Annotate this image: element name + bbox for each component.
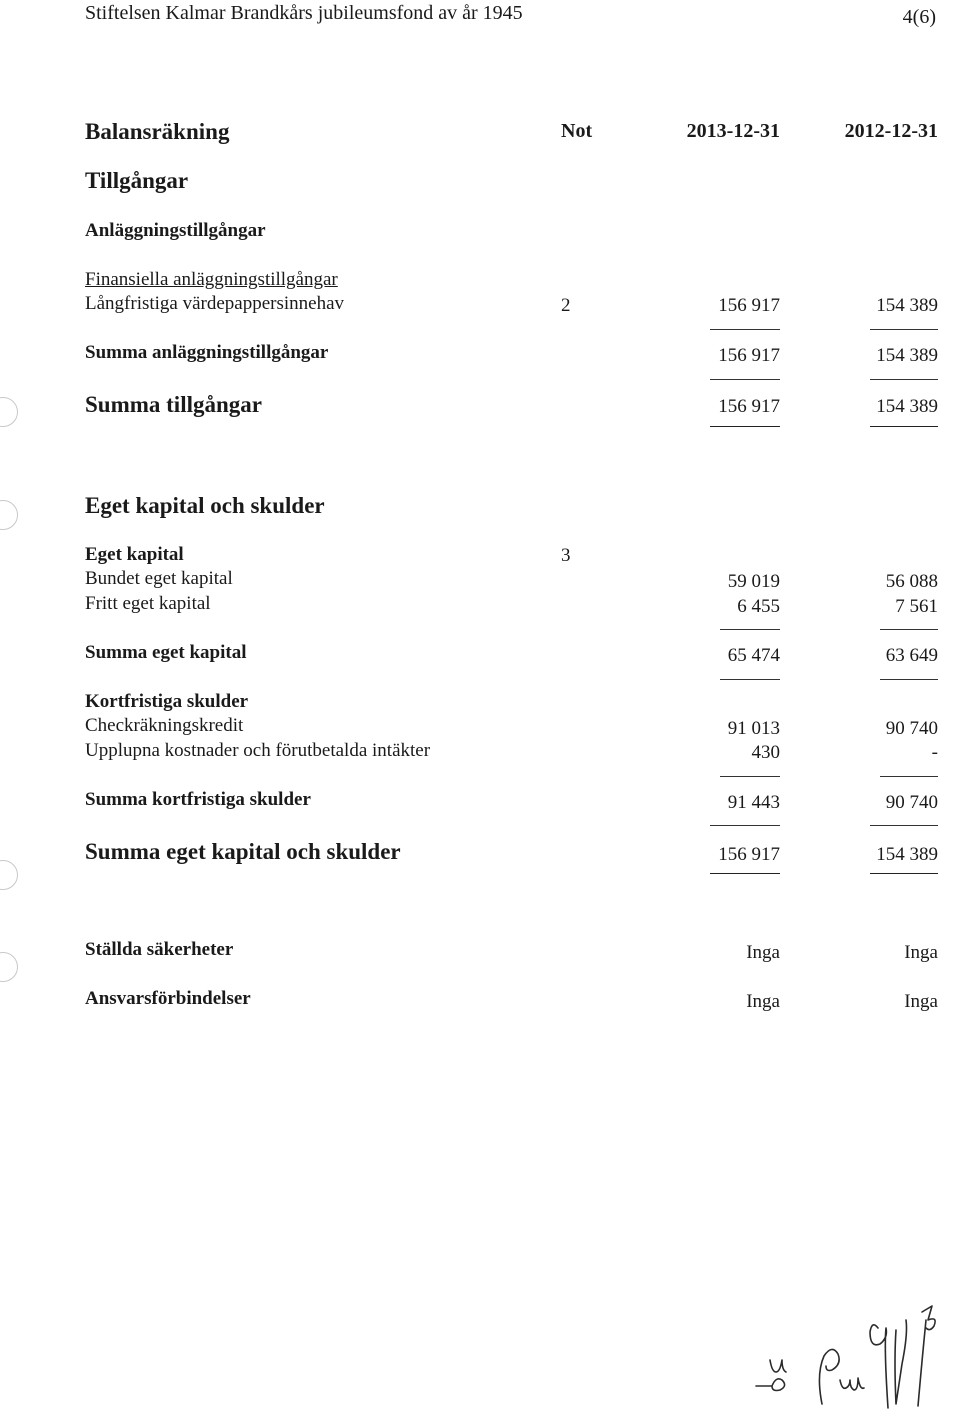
overdraft-label: Checkräkningskredit (85, 715, 244, 736)
restricted-equity-current: 59 019 (727, 571, 780, 592)
accrued-label: Upplupna kostnader och förutbetalda intäkter (85, 740, 431, 761)
contingent-liabilities-previous: Inga (904, 991, 938, 1012)
handwritten-initials (750, 1300, 960, 1409)
punch-hole (0, 500, 18, 530)
accrued-current: 430 (751, 742, 780, 763)
sum-equity-previous: 63 649 (885, 645, 938, 666)
equity-liabilities-heading: Eget kapital och skulder (85, 493, 325, 518)
securities-previous: 154 389 (876, 295, 938, 316)
sum-assets-current: 156 917 (718, 396, 780, 417)
sum-short-term-previous: 90 740 (885, 792, 938, 813)
sum-assets-label: Summa tillgångar (85, 392, 262, 417)
rule-divider (720, 776, 780, 777)
rule-divider (870, 825, 938, 826)
overdraft-previous: 90 740 (885, 718, 938, 739)
contingent-liabilities-label: Ansvarsförbindelser (85, 988, 251, 1009)
org-name: Stiftelsen Kalmar Brandkårs jubileumsfond av år 1945 (85, 2, 523, 24)
rule-divider (720, 629, 780, 630)
rule-divider (710, 329, 780, 330)
punch-hole (0, 860, 18, 890)
securities-note: 2 (561, 295, 571, 316)
equity-note: 3 (561, 545, 571, 566)
punch-hole (0, 952, 18, 982)
rule-divider (880, 679, 938, 680)
sum-fixed-assets-label: Summa anläggningstillgångar (85, 342, 329, 363)
pledged-assets-previous: Inga (904, 942, 938, 963)
rule-total (710, 426, 780, 427)
column-current-header: 2013-12-31 (686, 120, 780, 142)
sum-fixed-assets-previous: 154 389 (876, 345, 938, 366)
punch-hole (0, 397, 18, 427)
column-note-header: Not (561, 120, 593, 142)
rule-divider (870, 329, 938, 330)
securities-label: Långfristiga värdepappersinnehav (85, 293, 345, 314)
column-previous-header: 2012-12-31 (844, 120, 938, 142)
sum-equity-liabilities-label: Summa eget kapital och skulder (85, 839, 401, 864)
sum-fixed-assets-current: 156 917 (718, 345, 780, 366)
free-equity-current: 6 455 (737, 596, 780, 617)
securities-current: 156 917 (718, 295, 780, 316)
rule-total (870, 873, 938, 874)
accrued-previous: - (931, 742, 938, 763)
free-equity-label: Fritt eget kapital (85, 593, 211, 614)
pledged-assets-current: Inga (746, 942, 780, 963)
rule-divider (720, 679, 780, 680)
sum-equity-label: Summa eget kapital (85, 642, 247, 663)
short-term-liabilities-heading: Kortfristiga skulder (85, 691, 249, 712)
page-title: Balansräkning (85, 119, 230, 144)
rule-divider (710, 379, 780, 380)
rule-divider (880, 629, 938, 630)
pledged-assets-label: Ställda säkerheter (85, 939, 234, 960)
rule-divider (710, 825, 780, 826)
sum-equity-liabilities-current: 156 917 (718, 844, 780, 865)
sum-assets-previous: 154 389 (876, 396, 938, 417)
rule-divider (870, 379, 938, 380)
page-number: 4(6) (902, 6, 936, 28)
overdraft-current: 91 013 (727, 718, 780, 739)
contingent-liabilities-current: Inga (746, 991, 780, 1012)
equity-heading: Eget kapital (85, 544, 184, 565)
restricted-equity-label: Bundet eget kapital (85, 568, 233, 589)
free-equity-previous: 7 561 (895, 596, 938, 617)
rule-total (710, 873, 780, 874)
sum-equity-current: 65 474 (727, 645, 780, 666)
financial-assets-heading: Finansiella anläggningstillgångar (85, 269, 338, 290)
assets-heading: Tillgångar (85, 168, 189, 193)
rule-divider (880, 776, 938, 777)
sum-equity-liabilities-previous: 154 389 (876, 844, 938, 865)
sum-short-term-current: 91 443 (727, 792, 780, 813)
rule-total (870, 426, 938, 427)
restricted-equity-previous: 56 088 (885, 571, 938, 592)
sum-short-term-label: Summa kortfristiga skulder (85, 789, 311, 810)
fixed-assets-heading: Anläggningstillgångar (85, 220, 266, 241)
